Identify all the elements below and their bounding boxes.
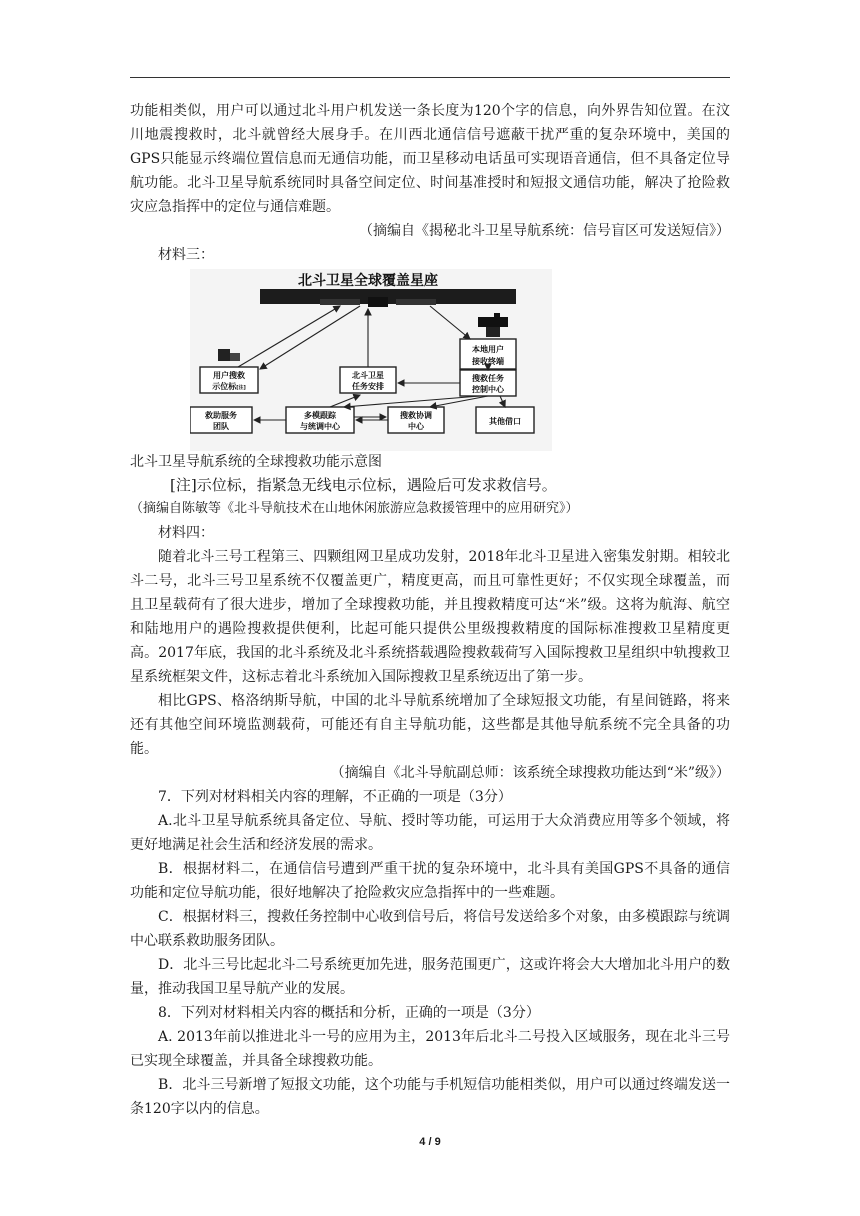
source-citation-3: （摘编自陈敏等《北斗导航技术在山地休闲旅游应急救援管理中的应用研究》） [130, 501, 579, 516]
material4-heading: 材料四： [158, 525, 214, 541]
figure [130, 269, 730, 451]
svg-text:多模跟踪: 多模跟踪 [304, 411, 336, 420]
diagram-title: 北斗卫星全球覆盖星座 [298, 273, 438, 289]
svg-text:任务安排: 任务安排 [352, 382, 384, 391]
page-number: 4 / 9 [419, 1136, 441, 1148]
diagram-svg [190, 269, 552, 451]
material3-heading: 材料三： [158, 247, 214, 263]
source-citation-4: （摘编自《北斗导航副总师：该系统全球搜救功能达到“米”级》） [330, 765, 730, 781]
svg-text:其他借口: 其他借口 [489, 417, 521, 426]
svg-text:接收终端: 接收终端 [472, 357, 504, 366]
search-rescue-diagram [190, 269, 552, 451]
paragraph-material2-end: 功能相类似，用户可以通过北斗用户机发送一条长度为120个字的信息，向外界告知位置。在汶川地震搜救时，北斗就曾经大展身手。在川西北通信信号遮蔽干扰严重的复杂环境中，美国的GPS只能显示终端位置信息而无通信功能，而卫星移动电话虽可实现语音通信，但不具备定位导航功能。北斗卫星导航系统同时具备空间定位、时间基准授时和短报文通信功能，解决了抢险救灾应急指挥中的定位与通信难题。 [130, 103, 730, 215]
svg-text:示位标[注]: 示位标[注] [212, 382, 246, 391]
question-8-option-b: B．北斗三号新增了短报文功能，这个功能与手机短信功能相类似，用户可以通过终端发送一条120字以内的信息。 [130, 1077, 730, 1117]
svg-text:中心: 中心 [408, 422, 424, 431]
figure-caption: 北斗卫星导航系统的全球搜救功能示意图 [130, 454, 382, 470]
question-7-option-b: B．根据材料二，在通信信号遭到严重干扰的复杂环境中，北斗具有美国GPS不具备的通信功能和定位导航功能，很好地解决了抢险救灾应急指挥中的一些难题。 [130, 861, 730, 901]
source-citation-2: （摘编自《揭秘北斗卫星导航系统：信号盲区可发送短信》） [359, 223, 730, 239]
question-7-option-c: C．根据材料三，搜救任务控制中心收到信号后，将信号发送给多个对象，由多模跟踪与统调中心联系救助服务团队。 [130, 909, 730, 949]
svg-text:救助服务: 救助服务 [205, 411, 237, 420]
svg-text:控制中心: 控制中心 [472, 385, 504, 394]
receiver-terminal-icon [478, 313, 508, 337]
svg-text:搜救任务: 搜救任务 [472, 374, 504, 383]
svg-text:用户搜救: 用户搜救 [213, 371, 245, 380]
svg-text:与统调中心: 与统调中心 [300, 422, 340, 431]
question-7-option-d: D．北斗三号比起北斗二号系统更加先进，服务范围更广，这或许将会大大增加北斗用户的数量，推动我国卫星导航产业的发展。 [130, 957, 730, 997]
question-7-stem: 7．下列对材料相关内容的理解，不正确的一项是（3分） [158, 789, 512, 805]
svg-text:北斗卫星: 北斗卫星 [352, 371, 384, 380]
paragraph-material4-2: 相比GPS、格洛纳斯导航，中国的北斗导航系统增加了全球短报文功能，有星间链路，将来还有其他空间环境监测载荷，可能还有自主导航功能，这些都是其他导航系统不完全具备的功能。 [130, 693, 730, 757]
figure-note: [注]示位标，指紧急无线电示位标，遇险后可发求救信号。 [170, 476, 557, 494]
svg-text:本地用户: 本地用户 [472, 345, 504, 354]
question-7-option-a: A.北斗卫星导航系统具备定位、导航、授时等功能，可运用于大众消费应用等多个领域，将更好地满足社会生活和经济发展的需求。 [130, 813, 730, 853]
page-content [130, 99, 730, 1121]
svg-text:搜救协调: 搜救协调 [400, 411, 432, 420]
svg-text:团队: 团队 [213, 422, 229, 431]
question-8-stem: 8．下列对材料相关内容的概括和分析，正确的一项是（3分） [158, 1005, 540, 1021]
question-8-option-a: A. 2013年前以推进北斗一号的应用为主，2013年后北斗二号投入区域服务，现在北斗三号已实现全球覆盖，并具备全球搜救功能。 [130, 1029, 730, 1069]
paragraph-material4-1: 随着北斗三号工程第三、四颗组网卫星成功发射，2018年北斗卫星进入密集发射期。相较北斗二号，北斗三号卫星系统不仅覆盖更广，精度更高，而且可靠性更好；不仅实现全球覆盖，而且卫星载荷有了很大进步，增加了全球搜救功能，并且搜救精度可达“米”级。这将为航海、航空和陆地用户的遇险搜救提供便利，比起可能只提供公里级搜救精度的国际标准搜救卫星精度更高。2017年底，我国的北斗系统及北斗系统搭载遇险搜救载荷写入国际搜救卫星组织中轨搜救卫星系统框架文件，这标志着北斗系统加入国际搜救卫星系统迈出了第一步。 [130, 549, 730, 685]
beacon-icon [218, 349, 240, 361]
header-rule [130, 77, 730, 78]
